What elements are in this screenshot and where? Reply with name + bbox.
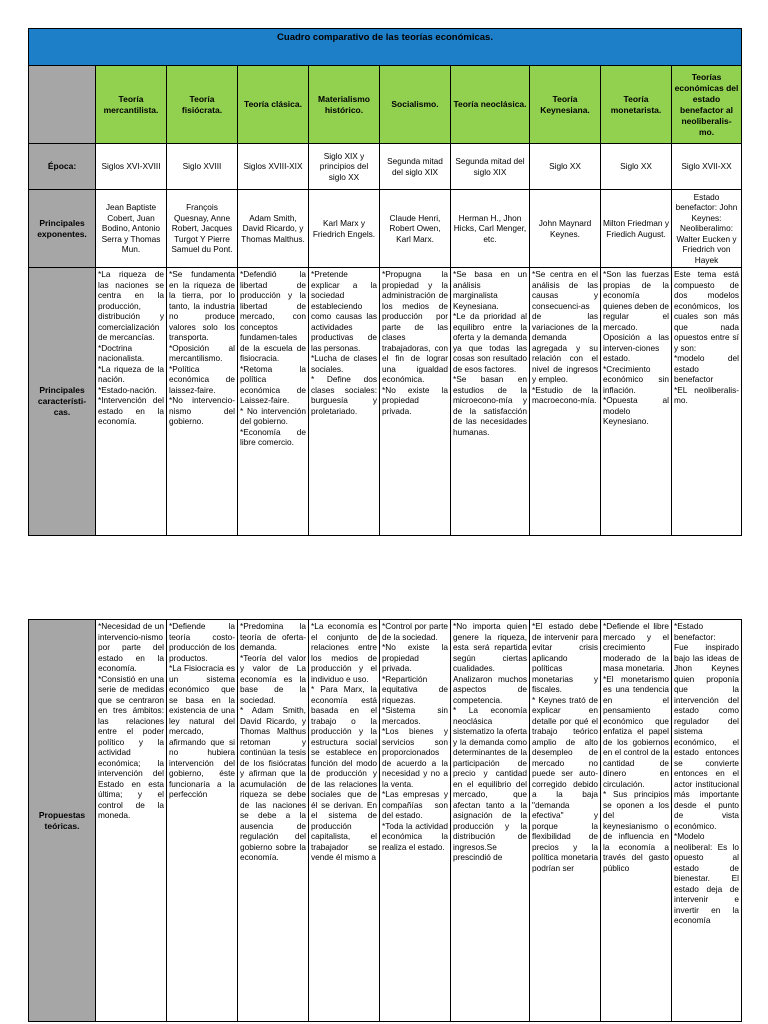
table-cell: *Se basa en un análisis marginalista Keynesiana. *Le da prioridad al equilibro entre la oferta y la demanda ya que todas las cosas son resultado de esos factores. *Se basan en estudios de la microecono-mía y de la satisfacción de las necesidades humanas.: [451, 268, 530, 536]
theory-header: Teoría monetarista.: [601, 66, 672, 144]
table-cell: Adam Smith, David Ricardo, y Thomas Malthus.: [238, 190, 309, 268]
table-cell: Claude Henri, Robert Owen, Karl Marx.: [380, 190, 451, 268]
theory-header: Teoría fisiócrata.: [167, 66, 238, 144]
table-cell: Siglo XX: [601, 144, 672, 190]
table-cell: Jean Baptiste Cobert, Juan Bodino, Antonio Serra y Thomas Mun.: [96, 190, 167, 268]
row-label-exponentes: Principales exponentes.: [29, 190, 96, 268]
theory-header: Socialismo.: [380, 66, 451, 144]
table-cell: François Quesnay, Anne Robert, Jacques Turgot Y Pierre Samuel du Pont.: [167, 190, 238, 268]
theory-header: Materialismo histórico.: [309, 66, 380, 144]
row-label-epoca: Época:: [29, 144, 96, 190]
table-cell: *Necesidad de un intervencio-nismo por parte del estado en la economía. *Consistió en una serie de medidas que se centraron en tres ámbitos: las relaciones entre el poder político y la actividad económica; la intervención del Estado en esta última; y el control de la moneda.: [96, 620, 167, 1022]
theory-header: Teorías económicas del estado benefactor al neoliberalis-mo.: [672, 66, 742, 144]
table-cell: Siglos XVI-XVIII: [96, 144, 167, 190]
table-cell: *Control por parte de la sociedad. *No existe la propiedad privada. *Repartición equitativa de riquezas. *Sistema sin mercados. *Los bienes y servicios son proporcionados de acuerdo a la necesidad y no a la venta. *Las empresas y compañías son del estado. *Toda la actividad económica la realiza el estado.: [380, 620, 451, 1022]
table-cell: John Maynard Keynes.: [530, 190, 601, 268]
table-title: Cuadro comparativo de las teorías económicas.: [29, 29, 742, 66]
theory-header: Teoría neoclásica.: [451, 66, 530, 144]
table-cell: *Predomina la teoría de oferta-demanda. *Teoría del valor y valor de La economía es la base de la sociedad. * Adam Smith, David Ricardo, y Thomas Malthus retoman y continúan la tesis de los fisiócratas y afirman que la acumulación de riqueza se debe de las naciones se debe a la ausencia de regulación del gobierno sobre la economía.: [238, 620, 309, 1022]
theory-header: Teoría clásica.: [238, 66, 309, 144]
comparison-table-bottom: [28, 619, 742, 1022]
table-cell: Siglo XX: [530, 144, 601, 190]
table-cell: *La riqueza de las naciones se centra en la producción, distribución y comercialización de mercancías. *Doctrina nacionalista. *La riqueza de la nación. *Estado-nación. *Intervención del estado en la economía.: [96, 268, 167, 536]
row-label-caracteristicas: Principales característi-cas.: [29, 268, 96, 536]
table-cell: *Defendió la libertad de producción y la libertad de mercado, con conceptos fundamen-tales de la escuela de fisiocracia. *Retoma la política económica de Laissez-faire. * No intervención del gobierno. *Economía de libre comercio.: [238, 268, 309, 536]
header-corner-cell: [29, 66, 96, 144]
table-cell: Karl Marx y Friedrich Engels.: [309, 190, 380, 268]
comparison-table-top: [28, 28, 742, 536]
theory-header: Teoría mercantilista.: [96, 66, 167, 144]
table-cell: *Defiende la teoría costo-producción de los productos. *La Fisiocracia es un sistema económico que se basa en la existencia de una ley natural del mercado, afirmando que si no hubiera intervención del gobierno, éste funcionaría a la perfección: [167, 620, 238, 1022]
table-cell: Estado benefactor: John Keynes: Neoliberalimo: Walter Eucken y Friedrich von Hayek: [672, 190, 742, 268]
table-cell: Segunda mitad del siglo XIX: [380, 144, 451, 190]
table-cell: *No importa quien genere la riqueza, esta será repartida según ciertas cualidades. Analizaron muchos aspectos de competencia. * La economía neoclásica sistematizo la oferta y la demanda como determinantes de la participación de precio y cantidad en el equilibrio del mercado, que afectan tanto a la asignación de la producción y la distribución de ingresos.Se prescindió de: [451, 620, 530, 1022]
theory-header: Teoría Keynesiana.: [530, 66, 601, 144]
table-cell: *La economía es el conjunto de relaciones entre los medios de producción y el individuo e uso. * Para Marx, la economía está basada en el trabajo o la producción y la estructura social se establece en función del modo de producción y de las relaciones sociales que de él se derivan. En el sistema de producción capitalista, el trabajador se vende él mismo a: [309, 620, 380, 1022]
table-cell: *Estado benefactor: Fue inspirado bajo las ideas de Jhon Keynes quien proponía que la intervención del estado como regulador del sistema económico, el estado entonces se convierte entonces en el actor institucional más importante desde el punto de vista económico. *Modelo neoliberal: Es lo opuesto al estado de bienestar. El estado deja de intervenir e invertir en la economía: [672, 620, 742, 1022]
table-cell: Siglo XIX y principios del siglo XX: [309, 144, 380, 190]
table-cell: Segunda mitad del siglo XIX: [451, 144, 530, 190]
table-cell: Herman H., Jhon Hicks, Carl Menger, etc.: [451, 190, 530, 268]
table-cell: *Propugna la propiedad y la administración de los medios de producción por parte de las clases trabajadoras, con el fin de lograr una igualdad económica. *No existe la propiedad privada.: [380, 268, 451, 536]
table-cell: Milton Friedman y Friedich August.: [601, 190, 672, 268]
table-cell: *El estado debe de intervenir para evitar crisis aplicando políticas monetarias y fiscales. * Keynes trató de explicar en detalle por qué el trabajo teórico amplio de alto desempleo de mercado no puede ser auto-corregido debido a la baja "demanda efectiva" y porque la flexibilidad de precios y la política monetaria podrían ser: [530, 620, 601, 1022]
table-cell: Siglo XVII-XX: [672, 144, 742, 190]
table-cell: *Pretende explicar a la sociedad estableciendo como causas las actividades productivas de las personas. *Lucha de clases sociales. * Define dos clases sociales: burguesía y proletariado.: [309, 268, 380, 536]
table-cell: Este tema está compuesto de dos modelos económicos, los cuales son más que nada opuestos entre sí y son: *modelo del estado benefactor *EL neoliberalis-mo.: [672, 268, 742, 536]
row-label-propuestas: Propuestas teóricas.: [29, 620, 96, 1022]
table-cell: *Se fundamenta en la riqueza de la tierra, por lo tanto, la industria no produce valores solo los transporta. *Oposición al mercantilismo. *Política económica de laissez-faire. *No intervencio-nismo del gobierno.: [167, 268, 238, 536]
table-cell: *Son las fuerzas propias de la economía quienes deben de regular el mercado. Oposición a las interven-ciones estado. *Crecimiento económico sin inflación. *Opuesta al modelo Keynesiano.: [601, 268, 672, 536]
table-cell: *Defiende el libre mercado y el crecimiento moderado de la masa monetaria. *El monetarismo es una tendencia en el pensamiento económico que enfatiza el papel de los gobiernos en el control de la cantidad de dinero en circulación. * Sus principios se oponen a los del keynesianismo o de influencia en la economía a través del gasto público: [601, 620, 672, 1022]
table-cell: *Se centra en el análisis de las causas y consecuenci-as de las variaciones de la demanda agregada y su relación con el nivel de ingresos y empleo. *Estudio de la macroecono-mía.: [530, 268, 601, 536]
table-cell: Siglos XVIII-XIX: [238, 144, 309, 190]
table-cell: Siglo XVIII: [167, 144, 238, 190]
